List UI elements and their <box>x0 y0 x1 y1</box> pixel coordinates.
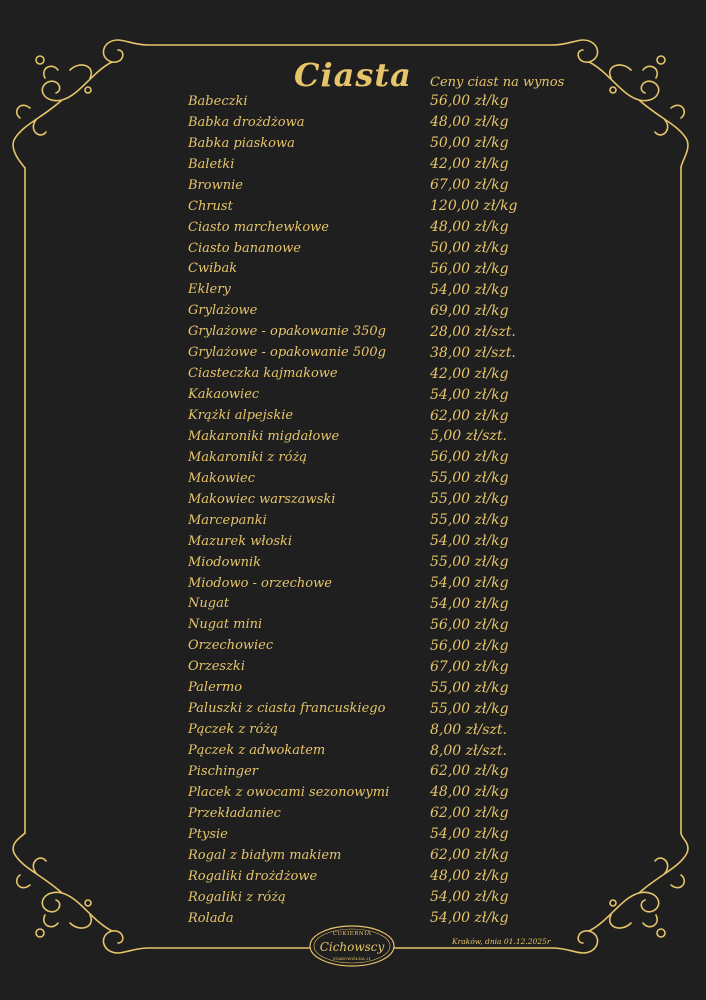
item-price: 38,00 zł/szt. <box>430 344 516 361</box>
list-item <box>188 845 548 866</box>
item-price: 69,00 zł/kg <box>430 302 509 319</box>
list-item <box>188 217 548 238</box>
list-item <box>188 175 548 196</box>
item-name: Pączek z adwokatem <box>188 743 326 759</box>
list-item <box>188 279 548 300</box>
item-name: Kakaowiec <box>188 387 260 403</box>
item-price: 48,00 zł/kg <box>430 784 509 801</box>
item-name: Pischinger <box>188 763 258 779</box>
item-price: 50,00 zł/kg <box>430 135 509 152</box>
item-price: 8,00 zł/szt. <box>430 721 507 738</box>
item-price: 62,00 zł/kg <box>430 847 509 864</box>
item-price: 50,00 zł/kg <box>430 240 509 257</box>
logo-top-text: CUKIERNIA <box>332 931 372 937</box>
item-name: Miodownik <box>188 554 261 570</box>
item-price: 55,00 zł/kg <box>430 470 509 487</box>
item-price: 55,00 zł/kg <box>430 554 509 571</box>
item-price: 55,00 zł/kg <box>430 512 509 529</box>
list-item <box>188 594 548 615</box>
item-name: Paluszki z ciasta francuskiego <box>188 701 386 717</box>
item-price: 56,00 zł/kg <box>430 637 509 654</box>
item-price: 54,00 zł/kg <box>430 575 509 592</box>
item-name: Rogaliki drożdżowe <box>188 868 318 884</box>
list-item <box>188 321 548 342</box>
list-item <box>188 782 548 803</box>
list-item <box>188 887 548 908</box>
item-name: Brownie <box>188 177 243 193</box>
list-item <box>188 698 548 719</box>
item-name: Krążki alpejskie <box>188 408 294 424</box>
list-item <box>188 112 548 133</box>
item-name: Makowiec <box>188 470 256 486</box>
item-name: Babka drożdżowa <box>188 114 305 130</box>
item-name: Miodowo - orzechowe <box>188 575 332 591</box>
item-name: Baletki <box>188 156 235 172</box>
list-item <box>188 196 548 217</box>
item-name: Grylażowe - opakowanie 350g <box>188 324 386 340</box>
item-name: Grylażowe <box>188 303 258 319</box>
item-name: Babka piaskowa <box>188 135 295 151</box>
item-name: Rogaliki z różą <box>188 889 286 905</box>
list-item <box>188 133 548 154</box>
item-name: Palermo <box>188 680 243 696</box>
list-item <box>188 614 548 635</box>
item-price: 62,00 zł/kg <box>430 407 509 424</box>
item-name: Marcepanki <box>188 512 267 528</box>
item-price: 55,00 zł/kg <box>430 679 509 696</box>
item-price: 56,00 zł/kg <box>430 616 509 633</box>
item-name: Makaroniki migdałowe <box>188 428 340 444</box>
list-item <box>188 677 548 698</box>
item-name: Nugat <box>188 596 230 612</box>
item-price: 62,00 zł/kg <box>430 763 509 780</box>
bakery-logo <box>308 924 396 968</box>
list-item <box>188 342 548 363</box>
list-item <box>188 489 548 510</box>
list-item <box>188 740 548 761</box>
item-name: Grylażowe - opakowanie 500g <box>188 345 386 361</box>
list-item <box>188 259 548 280</box>
list-item <box>188 824 548 845</box>
item-price: 55,00 zł/kg <box>430 491 509 508</box>
item-price: 67,00 zł/kg <box>430 177 509 194</box>
item-name: Orzechowiec <box>188 638 274 654</box>
footer-date: Kraków, dnia 01.12.2025r <box>452 937 551 946</box>
list-item <box>188 426 548 447</box>
item-price: 8,00 zł/szt. <box>430 742 507 759</box>
list-item <box>188 761 548 782</box>
item-price: 120,00 zł/kg <box>430 198 518 215</box>
item-price: 42,00 zł/kg <box>430 365 509 382</box>
item-price: 54,00 zł/kg <box>430 386 509 403</box>
item-name: Chrust <box>188 198 233 214</box>
price-subtitle: Ceny ciast na wynos <box>430 75 565 90</box>
list-item <box>188 510 548 531</box>
list-item <box>188 238 548 259</box>
item-price: 5,00 zł/szt. <box>430 428 507 445</box>
item-price: 54,00 zł/kg <box>430 533 509 550</box>
list-item <box>188 552 548 573</box>
list-item <box>188 447 548 468</box>
list-item <box>188 573 548 594</box>
item-name: Makaroniki z różą <box>188 449 308 465</box>
item-price: 56,00 zł/kg <box>430 260 509 277</box>
item-price: 54,00 zł/kg <box>430 889 509 906</box>
item-price: 54,00 zł/kg <box>430 910 509 927</box>
list-item <box>188 656 548 677</box>
list-item <box>188 866 548 887</box>
item-price: 56,00 zł/kg <box>430 449 509 466</box>
item-name: Cwibak <box>188 261 238 277</box>
item-price: 62,00 zł/kg <box>430 805 509 822</box>
item-name: Eklery <box>188 282 231 298</box>
item-name: Babeczki <box>188 93 248 109</box>
logo-bottom-text: STAROWIŚLNA 21 <box>332 956 372 961</box>
item-price: 48,00 zł/kg <box>430 868 509 885</box>
logo-name-text: Cichowscy <box>319 940 385 954</box>
list-item <box>188 91 548 112</box>
item-name: Pączek z różą <box>188 722 278 738</box>
list-item <box>188 384 548 405</box>
list-item <box>188 300 548 321</box>
item-price: 67,00 zł/kg <box>430 658 509 675</box>
item-price: 56,00 zł/kg <box>430 93 509 110</box>
item-price: 42,00 zł/kg <box>430 156 509 173</box>
item-name: Mazurek włoski <box>188 533 293 549</box>
item-name: Nugat mini <box>188 617 263 633</box>
item-price: 54,00 zł/kg <box>430 281 509 298</box>
item-price: 48,00 zł/kg <box>430 114 509 131</box>
item-name: Orzeszki <box>188 659 245 675</box>
price-list <box>188 91 548 929</box>
item-name: Ciasto marchewkowe <box>188 219 330 235</box>
item-price: 54,00 zł/kg <box>430 595 509 612</box>
list-item <box>188 154 548 175</box>
item-price: 48,00 zł/kg <box>430 219 509 236</box>
item-price: 28,00 zł/szt. <box>430 323 516 340</box>
item-name: Rolada <box>188 910 234 926</box>
list-item <box>188 635 548 656</box>
list-item <box>188 468 548 489</box>
item-name: Ciasto bananowe <box>188 240 301 256</box>
item-name: Placek z owocami sezonowymi <box>188 784 390 800</box>
item-name: Przekładaniec <box>188 805 281 821</box>
list-item <box>188 719 548 740</box>
page-title: Ciasta <box>294 56 412 94</box>
item-price: 54,00 zł/kg <box>430 826 509 843</box>
list-item <box>188 531 548 552</box>
list-item <box>188 363 548 384</box>
item-name: Ptysie <box>188 826 228 842</box>
item-name: Ciasteczka kajmakowe <box>188 366 338 382</box>
item-price: 55,00 zł/kg <box>430 700 509 717</box>
list-item <box>188 405 548 426</box>
list-item <box>188 803 548 824</box>
item-name: Rogal z białym makiem <box>188 847 342 863</box>
item-name: Makowiec warszawski <box>188 491 336 507</box>
